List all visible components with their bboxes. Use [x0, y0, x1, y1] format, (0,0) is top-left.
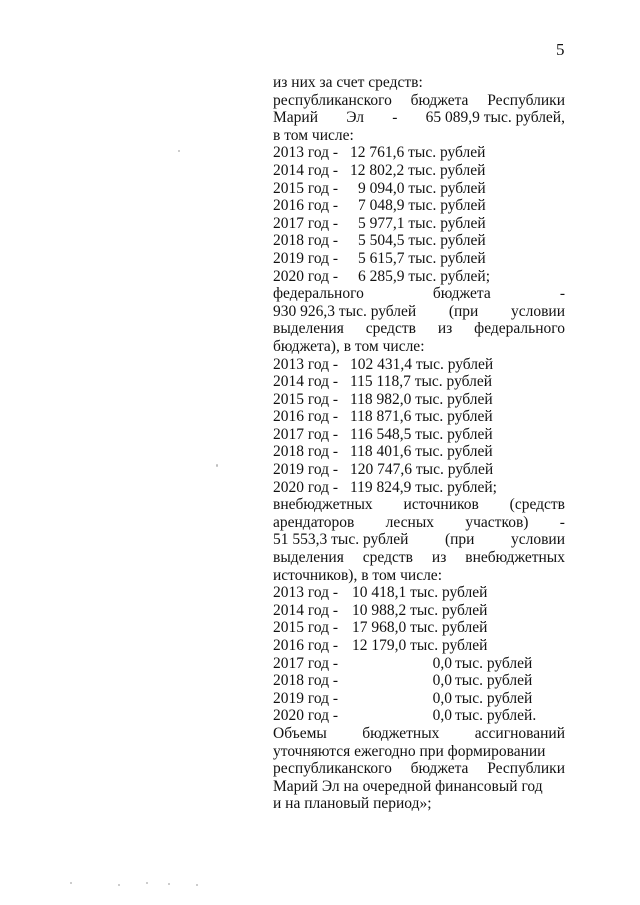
scan-speck [168, 883, 170, 885]
year-row: 2015 год - 9 094,0 тыс. рублей [273, 179, 486, 197]
year-row: 2018 год - 118 401,6 тыс. рублей [273, 443, 493, 461]
text-line: выделения средств из федерального [273, 320, 565, 338]
text-line: источников), в том числе: [273, 566, 442, 584]
year-row: 2013 год - 102 431,4 тыс. рублей [273, 355, 494, 373]
scan-speck [118, 884, 120, 886]
year-row: 2019 год - 5 615,7 тыс. рублей [273, 249, 486, 267]
text-line: Объемы бюджетных ассигнований [273, 724, 565, 742]
year-row: 2014 год - 10 988,2 тыс. рублей [273, 601, 488, 619]
year-row: 2013 год - 10 418,1 тыс. рублей [273, 584, 488, 602]
year-row: 2015 год - 17 968,0 тыс. рублей [273, 619, 488, 637]
year-row: 2016 год - 12 179,0 тыс. рублей [273, 637, 488, 654]
year-row: 2020 год - 119 824,9 тыс. рублей; [273, 478, 497, 496]
text-line: Марий Эл на очередной финансовый год [273, 777, 543, 795]
scan-speck [146, 882, 148, 884]
text-line: 930 926,3 тыс. рублей (при условии [273, 302, 565, 320]
text-line: 51 553,3 тыс. рублей (при условии [273, 531, 565, 549]
year-row: 2019 год - 0,0 тыс. рублей [273, 689, 533, 707]
page-number: 5 [556, 40, 565, 59]
text-line: внебюджетных источников (средств [273, 496, 565, 514]
year-row: 2016 год - 7 048,9 тыс. рублей [273, 197, 486, 215]
document-body [273, 74, 565, 813]
text-line: арендаторов лесных участков) - [273, 513, 565, 531]
text-line: бюджета), в том числе: [273, 337, 425, 355]
text-line: республиканского бюджета Республики [273, 760, 565, 778]
year-row: 2017 год - 116 548,5 тыс. рублей [273, 425, 493, 443]
text-line: и на плановый период»; [273, 795, 432, 813]
year-row: 2015 год - 118 982,0 тыс. рублей [273, 390, 493, 408]
year-row: 2017 год - 0,0 тыс. рублей [273, 654, 533, 672]
scan-speck [70, 882, 72, 884]
text-line: республиканского бюджета Республики [273, 91, 565, 109]
year-row: 2017 год - 5 977,1 тыс. рублей [273, 214, 486, 232]
year-row: 2018 год - 0,0 тыс. рублей [273, 672, 533, 690]
text-line: федерального бюджета - [273, 285, 565, 303]
text-line: из них за счет средств: [273, 74, 423, 91]
scan-speck [216, 464, 218, 467]
scan-speck [178, 150, 180, 152]
text-line: Марий Эл - 65 089,9 тыс. рублей, [273, 109, 565, 127]
year-row: 2018 год - 5 504,5 тыс. рублей [273, 232, 486, 250]
year-row: 2013 год - 12 761,6 тыс. рублей [273, 144, 486, 162]
year-row: 2016 год - 118 871,6 тыс. рублей [273, 408, 493, 426]
year-row: 2020 год - 0,0 тыс. рублей. [273, 707, 537, 725]
year-row: 2014 год - 115 118,7 тыс. рублей [273, 373, 493, 391]
year-row: 2020 год - 6 285,9 тыс. рублей; [273, 267, 490, 285]
year-row: 2014 год - 12 802,2 тыс. рублей [273, 161, 486, 179]
scan-speck [196, 884, 198, 886]
year-row: 2019 год - 120 747,6 тыс. рублей [273, 461, 494, 479]
text-line: уточняются ежегодно при формировании [273, 742, 546, 760]
text-line: в том числе: [273, 126, 354, 144]
text-line: выделения средств из внебюджетных [273, 549, 565, 567]
